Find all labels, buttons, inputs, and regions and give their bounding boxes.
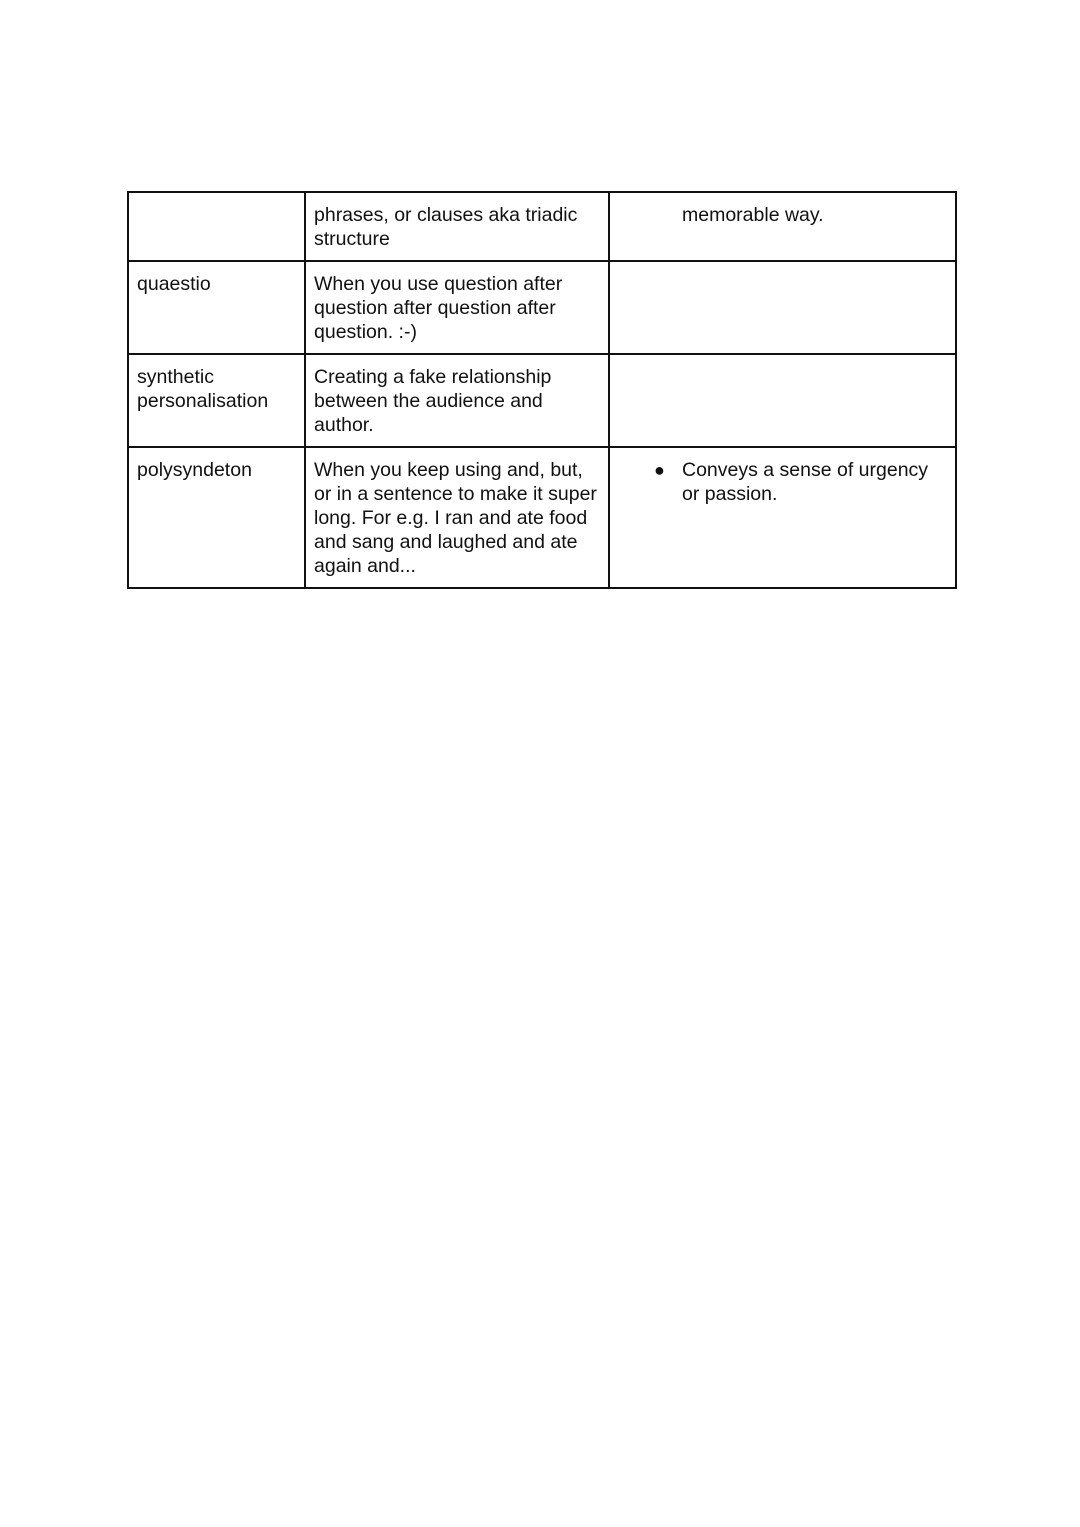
term-cell [128,261,305,354]
term-cell [128,192,305,261]
term-text: polysyndeton [137,459,252,481]
table-row [128,192,956,261]
definition-cell [305,261,609,354]
term-cell [128,447,305,588]
effect-cell [609,354,956,447]
effect-bullet-list [618,458,947,506]
bullet-dot-icon: ● [654,460,665,480]
effect-text: memorable way. [682,204,824,226]
effect-bullet-item [618,458,947,506]
definition-cell [305,192,609,261]
definition-cell [305,447,609,588]
definition-text: phrases, or clauses aka triadic structure [314,204,578,250]
effect-cell [609,192,956,261]
rhetoric-terms-table [127,191,957,589]
table-row [128,447,956,588]
definition-text: When you keep using and, but, or in a sentence to make it super long. For e.g. I ran and ate food and sang and laughed and ate again and... [314,459,597,577]
effect-cell [609,447,956,588]
effect-cell [609,261,956,354]
table-row [128,354,956,447]
effect-bullet-text: Conveys a sense of urgency or passion. [682,459,929,505]
definition-text: Creating a fake relationship between the audience and author. [314,366,552,436]
table-row [128,261,956,354]
term-cell [128,354,305,447]
definition-text: When you use question after question after question after question. :-) [314,273,563,343]
term-text: quaestio [137,273,211,295]
term-text: synthetic personalisation [137,366,269,412]
definition-cell [305,354,609,447]
